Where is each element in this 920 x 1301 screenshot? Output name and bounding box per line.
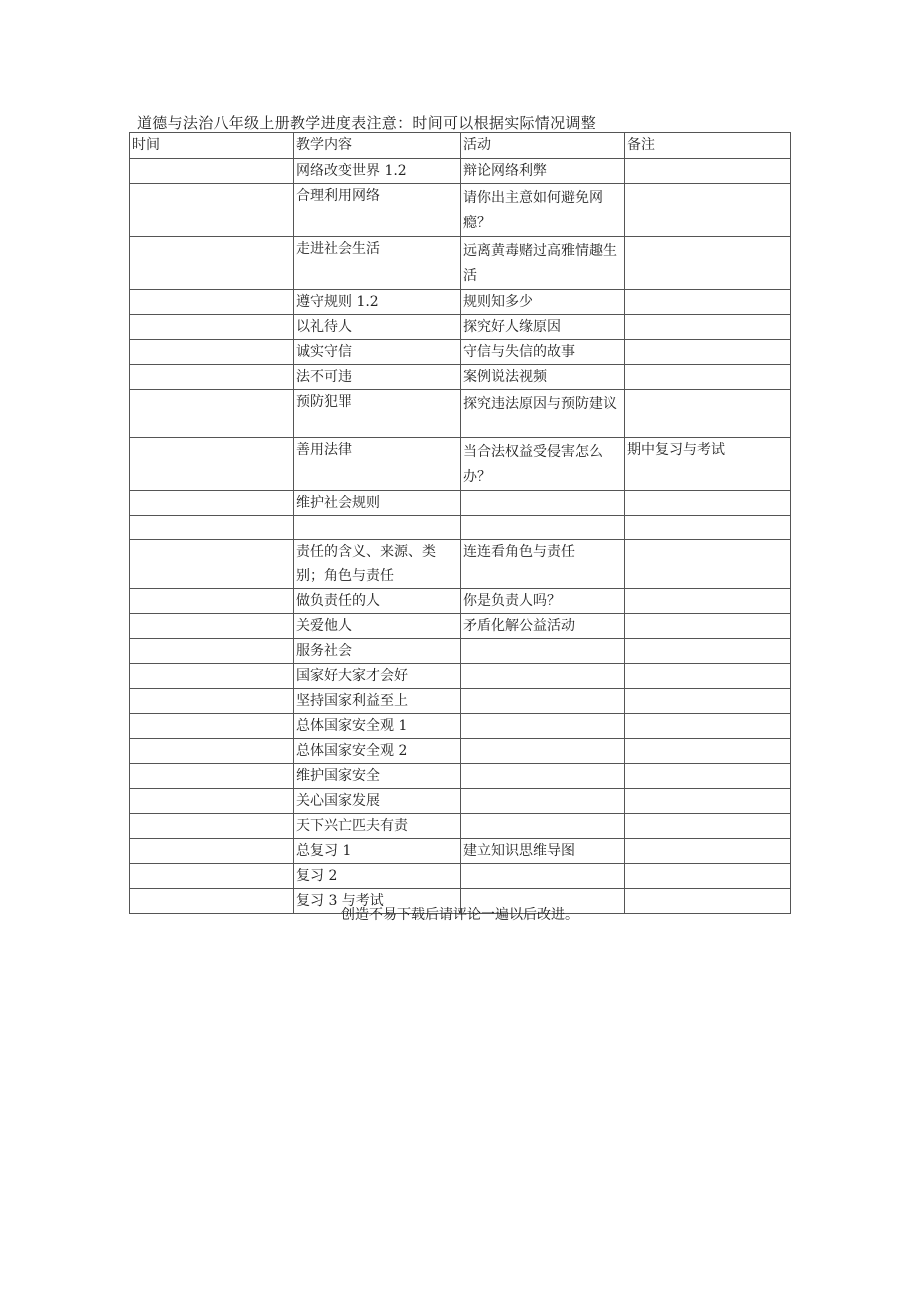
cell-note xyxy=(625,516,791,540)
cell-activity: 探究好人缘原因 xyxy=(461,315,625,340)
cell-activity xyxy=(461,739,625,764)
cell-activity: 你是负责人吗？ xyxy=(461,589,625,614)
cell-note xyxy=(625,764,791,789)
cell-content: 维护社会规则 xyxy=(294,491,461,516)
table-row xyxy=(130,689,791,714)
cell-content: 遵守规则 1.2 xyxy=(294,290,461,315)
table-row xyxy=(130,739,791,764)
cell-activity: 远离黄毒赌过高雅情趣生活 xyxy=(461,237,625,290)
cell-note xyxy=(625,639,791,664)
cell-activity xyxy=(461,516,625,540)
table-row xyxy=(130,340,791,365)
cell-time xyxy=(130,540,294,589)
cell-note xyxy=(625,184,791,237)
cell-content: 做负责任的人 xyxy=(294,589,461,614)
cell-time xyxy=(130,491,294,516)
schedule-table xyxy=(129,132,791,914)
table-row xyxy=(130,159,791,184)
cell-time xyxy=(130,614,294,639)
cell-note xyxy=(625,315,791,340)
cell-note xyxy=(625,540,791,589)
cell-note: 期中复习与考试 xyxy=(625,438,791,491)
table-row xyxy=(130,664,791,689)
cell-activity: 当合法权益受侵害怎么办？ xyxy=(461,438,625,491)
cell-time xyxy=(130,739,294,764)
cell-content: 走进社会生活 xyxy=(294,237,461,290)
table-row xyxy=(130,516,791,540)
cell-note xyxy=(625,689,791,714)
cell-note xyxy=(625,864,791,889)
header-note: 备注 xyxy=(625,133,791,159)
table-header-row xyxy=(130,133,791,159)
cell-time xyxy=(130,714,294,739)
cell-content: 以礼待人 xyxy=(294,315,461,340)
cell-content: 复习 3 与考试 xyxy=(294,889,461,914)
cell-time xyxy=(130,689,294,714)
cell-content: 总体国家安全观 2 xyxy=(294,739,461,764)
cell-activity: 守信与失信的故事 xyxy=(461,340,625,365)
cell-content: 预防犯罪 xyxy=(294,390,461,438)
cell-time xyxy=(130,365,294,390)
cell-content: 关心国家发展 xyxy=(294,789,461,814)
footer-note: 创造不易下载后请评论一遍以后改进。 xyxy=(341,907,579,923)
cell-activity xyxy=(461,689,625,714)
cell-note xyxy=(625,237,791,290)
cell-time xyxy=(130,789,294,814)
cell-activity: 探究违法原因与预防建议 xyxy=(461,390,625,438)
cell-activity xyxy=(461,764,625,789)
cell-activity: 案例说法视频 xyxy=(461,365,625,390)
cell-activity: 请你出主意如何避免网瘾？ xyxy=(461,184,625,237)
table-row xyxy=(130,438,791,491)
cell-time xyxy=(130,814,294,839)
table-row xyxy=(130,315,791,340)
cell-activity xyxy=(461,714,625,739)
cell-note xyxy=(625,814,791,839)
table-row xyxy=(130,540,791,589)
table-row xyxy=(130,764,791,789)
cell-activity xyxy=(461,664,625,689)
table-row xyxy=(130,839,791,864)
cell-activity: 建立知识思维导图 xyxy=(461,839,625,864)
cell-note xyxy=(625,739,791,764)
cell-time xyxy=(130,516,294,540)
cell-time xyxy=(130,237,294,290)
cell-note xyxy=(625,839,791,864)
table-row xyxy=(130,864,791,889)
cell-activity xyxy=(461,864,625,889)
cell-note xyxy=(625,491,791,516)
cell-content: 关爱他人 xyxy=(294,614,461,639)
table-row xyxy=(130,814,791,839)
table-row xyxy=(130,365,791,390)
cell-content: 法不可违 xyxy=(294,365,461,390)
cell-note xyxy=(625,290,791,315)
cell-content: 善用法律 xyxy=(294,438,461,491)
cell-time xyxy=(130,664,294,689)
cell-content: 总体国家安全观 1 xyxy=(294,714,461,739)
cell-time xyxy=(130,864,294,889)
cell-time xyxy=(130,839,294,864)
cell-note xyxy=(625,714,791,739)
cell-activity xyxy=(461,639,625,664)
cell-time xyxy=(130,589,294,614)
cell-note xyxy=(625,159,791,184)
cell-time xyxy=(130,438,294,491)
cell-activity: 矛盾化解公益活动 xyxy=(461,614,625,639)
table-row xyxy=(130,237,791,290)
cell-content: 责任的含义、来源、类别；角色与责任 xyxy=(294,540,461,589)
table-row xyxy=(130,614,791,639)
cell-content: 诚实守信 xyxy=(294,340,461,365)
table-row xyxy=(130,714,791,739)
table-row xyxy=(130,290,791,315)
cell-activity: 辩论网络利弊 xyxy=(461,159,625,184)
cell-note xyxy=(625,340,791,365)
cell-content: 坚持国家利益至上 xyxy=(294,689,461,714)
cell-time xyxy=(130,340,294,365)
cell-note xyxy=(625,614,791,639)
cell-content xyxy=(294,516,461,540)
table-body xyxy=(130,159,791,914)
cell-activity: 连连看角色与责任 xyxy=(461,540,625,589)
cell-note xyxy=(625,390,791,438)
table-row xyxy=(130,589,791,614)
cell-activity: 规则知多少 xyxy=(461,290,625,315)
cell-content: 服务社会 xyxy=(294,639,461,664)
cell-note xyxy=(625,664,791,689)
cell-activity xyxy=(461,491,625,516)
cell-time xyxy=(130,184,294,237)
cell-content: 维护国家安全 xyxy=(294,764,461,789)
cell-time xyxy=(130,315,294,340)
cell-content: 总复习 1 xyxy=(294,839,461,864)
header-activity: 活动 xyxy=(461,133,625,159)
header-content: 教学内容 xyxy=(294,133,461,159)
cell-content: 复习 2 xyxy=(294,864,461,889)
cell-note xyxy=(625,789,791,814)
cell-content: 合理利用网络 xyxy=(294,184,461,237)
cell-activity xyxy=(461,814,625,839)
document-title: 道德与法治八年级上册教学进度表注意：时间可以根据实际情况调整 xyxy=(137,114,597,132)
cell-content: 网络改变世界 1.2 xyxy=(294,159,461,184)
table-row xyxy=(130,491,791,516)
table-row xyxy=(130,789,791,814)
cell-time xyxy=(130,159,294,184)
cell-activity xyxy=(461,789,625,814)
table-row xyxy=(130,184,791,237)
cell-time xyxy=(130,390,294,438)
cell-note xyxy=(625,589,791,614)
cell-time xyxy=(130,764,294,789)
cell-time xyxy=(130,639,294,664)
table-row xyxy=(130,639,791,664)
cell-time xyxy=(130,290,294,315)
cell-note xyxy=(625,365,791,390)
table-row xyxy=(130,390,791,438)
cell-content: 国家好大家才会好 xyxy=(294,664,461,689)
header-time: 时间 xyxy=(130,133,294,159)
cell-content: 天下兴亡匹夫有责 xyxy=(294,814,461,839)
